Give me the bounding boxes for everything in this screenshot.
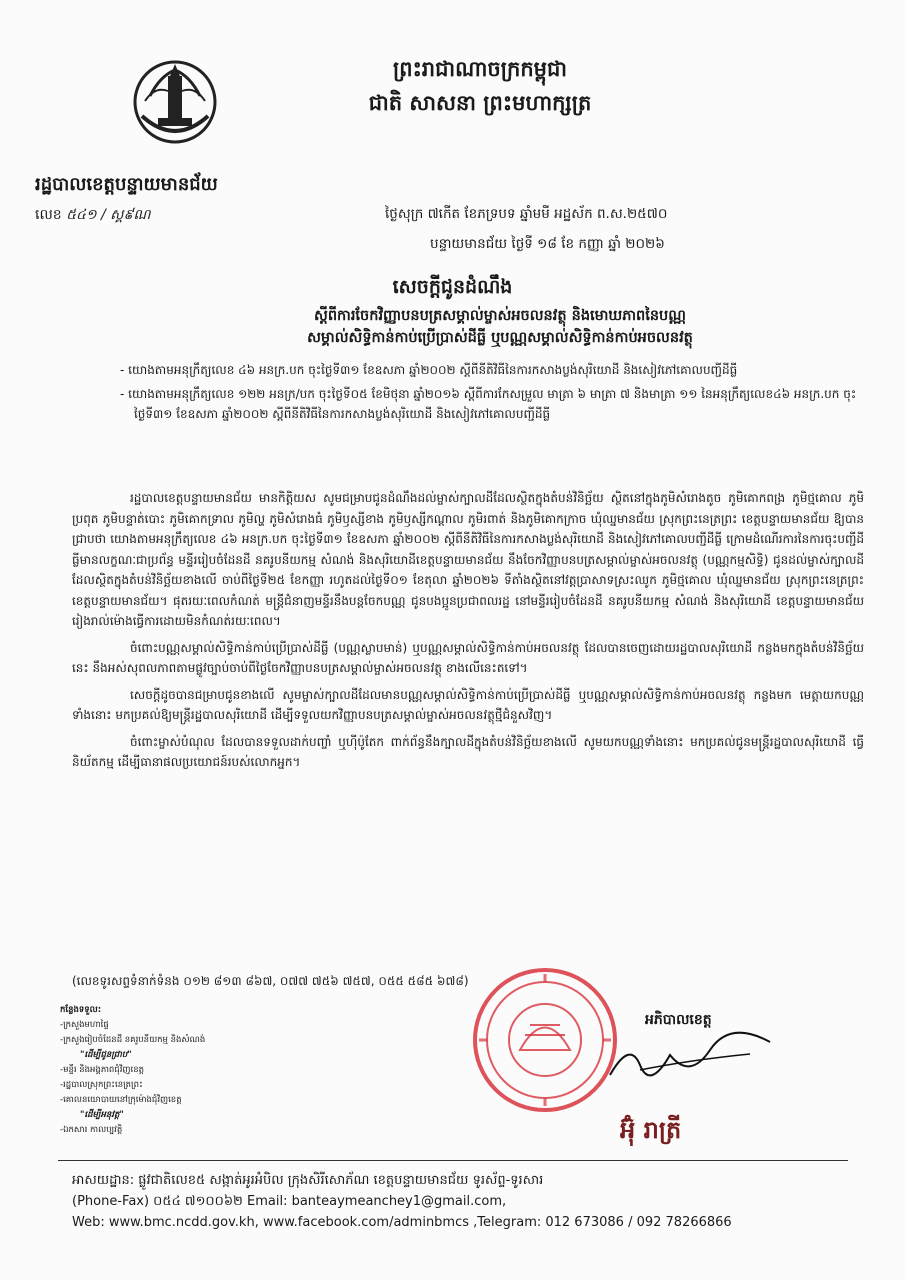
notice-subject	[140, 305, 860, 349]
signatory-title: អភិបាលខេត្ត	[645, 1012, 712, 1028]
cc-item: -គោលនយោបាយនៅក្រុម៉ោងជុំវិញខេត្ត	[60, 1095, 182, 1105]
footer-divider	[58, 1160, 848, 1161]
cc-purpose: "ដើម្បីអនុវត្ត"	[80, 1110, 124, 1120]
legal-references	[120, 360, 860, 428]
contact-phones: (លេខទូរសព្ទទំនាក់ទំនង ០១២ ៨១៣ ៨៦៧, ០៧៧ ៧៥៦ ៧៥៧, ០៥៥ ៥៨៥ ៦៧៨)	[72, 974, 469, 988]
cc-purpose: "ដើម្បីជូនជ្រាប"	[80, 1050, 132, 1060]
body-paragraph: ចំពោះបណ្ណសម្គាល់សិទ្ធិកាន់កាប់ប្រើប្រាស់ដីធ្លី (បណ្ណស្លាបមាន់) ឬបណ្ណសម្គាល់សិទ្ធិកាន់កាប់អចលនវត្ថុ ដែលបានចេញដោយរដ្ឋបាលសុរិយោដី កន្លងមកក្នុងតំបន់វិនិច្ឆ័យនេះ នឹងអស់សុពលភាពតាមផ្លូវច្បាប់ចាប់ពីថ្ងៃចែកវិញ្ញាបនបត្រសម្គាល់ម្ចាស់អចលនវត្ថុ ខាងលើនេះតទៅ។	[72, 640, 864, 675]
national-motto: ជាតិ សាសនា ព្រះមហាក្សត្រ	[368, 91, 592, 115]
ref-label: លេខ	[35, 207, 62, 223]
royal-emblem-icon	[130, 56, 220, 146]
cc-item: -ក្រសួងរៀបចំដែនដី នគរូបនីយកម្ម និងសំណង់	[60, 1035, 206, 1045]
cc-heading: កន្លែងទទួល:	[60, 1005, 102, 1015]
footer	[72, 1170, 852, 1233]
solar-date: បន្ទាយមានជ័យ ថ្ងៃទី ១៨ ខែ កញ្ញា ឆ្នាំ ២០២៦	[430, 236, 665, 252]
body-paragraph: សេចក្តីដូចបានជម្រាបជូនខាងលើ សូមម្ចាស់ក្បាលដីដែលមានបណ្ណសម្គាល់សិទ្ធិកាន់កាប់ប្រើប្រាស់ដីធ្លី ឬបណ្ណសម្គាល់សិទ្ធិកាន់កាប់អចលនវត្ថុ កន្លងមក មេត្តាយកបណ្ណទាំងនោះ មកប្រគល់ឱ្យមន្ត្រីរដ្ឋបាលសុរិយោដី ដើម្បីទទួលយកវិញ្ញាបនបត្រសម្គាល់ម្ចាស់អចលនវត្ថុថ្មីជំនួសវិញ។	[72, 687, 864, 722]
reference-item: - យោងតាមអនុក្រឹត្យលេខ ៤៦ អនក្រ.បក ចុះថ្ងៃទី៣១ ខែឧសភា ឆ្នាំ២០០២ ស្តីពីនីតិវិធីនៃការកសាងប្លង់សុរិយោដី និងសៀវភៅគោលបញ្ជីដីធ្លី	[120, 363, 738, 377]
cc-item: -រដ្ឋបាលស្រុកព្រះនេត្រព្រះ	[60, 1080, 143, 1090]
cc-item: -ក្រសួងមហាផ្ទៃ	[60, 1020, 109, 1030]
subject-line: ស្តីពីការចែកវិញ្ញាបនបត្រសម្គាល់ម្ចាស់អចលនវត្ថុ និងមោឃភាពនៃបណ្ណ	[314, 308, 686, 324]
footer-phone-email: (Phone-Fax) ០៥៤ ៧១០០៦២ Email: banteaymeanchey1@gmail.com,	[72, 1194, 507, 1209]
reference-number	[35, 205, 151, 226]
notice-title: សេចក្តីជូនដំណឹង	[392, 276, 513, 298]
cc-item: -មន្ទីរ និងអង្គភាពជុំវិញខេត្ត	[60, 1065, 145, 1075]
notice-body	[72, 488, 864, 779]
ref-value: ៥៤១ / ស្គ៩ណ	[66, 207, 151, 223]
kingdom-title: ព្រះរាជាណាចក្រកម្ពុជា	[392, 57, 567, 81]
footer-web: Web: www.bmc.ncdd.gov.kh, www.facebook.com/adminbmcs ,Telegram: 012 673086 / 092 78266866	[72, 1215, 732, 1230]
footer-address: អាសយដ្ឋាន: ផ្លូវជាតិលេខ៥ សង្កាត់អូរអំបិល ក្រុងសិរីសោភ័ណ ខេត្តបន្ទាយមានជ័យ ទូរស័ព្ទ-ទូរសារ	[72, 1173, 544, 1188]
signature-icon	[600, 1020, 780, 1090]
reference-item: - យោងតាមអនុក្រឹត្យលេខ ១២២ អនក្រ/បក ចុះថ្ងៃទី០៥ ខែមិថុនា ឆ្នាំ២០១៦ ស្តីពីការកែសម្រួល មាត្រា ៦ មាត្រា ៧ និងមាត្រា ១១ នៃអនុក្រឹត្យលេខ៤៦ អនក្រ.បក ចុះថ្ងៃទី៣១ ខែឧសភា ឆ្នាំ២០០២ ស្តីពីនីតិវិធីនៃការកសាងប្លង់សុរិយោដី និងសៀវភៅគោលបញ្ជីដីធ្លី	[120, 387, 857, 421]
kingdom-header	[330, 52, 630, 120]
body-paragraph: រដ្ឋបាលខេត្តបន្ទាយមានជ័យ មានកិត្តិយស សូមជម្រាបជូនដំណឹងដល់ម្ចាស់ក្បាលដីដែលស្ថិតក្នុងតំបន់វិនិច្ឆ័យ ស្ថិតនៅក្នុងភូមិសំរោងតូច ភូមិគោកពង្រ ភូមិថ្មគោល ភូមិប្រពុត ភូមិបន្ទាត់បោះ ភូមិគោកទ្រាល ភូមិល្ហ ភូមិសំរោងធំ ភូមិឫស្សីខាង ភូមិឫស្សីកណ្តាល ភូមិរពាត់ និងភូមិគោកក្រាច ឃុំឈ្នមានជ័យ ស្រុកព្រះនេត្រព្រះ ខេត្តបន្ទាយមានជ័យ ឱ្យបានជ្រាបថា យោងតាមអនុក្រឹត្យលេខ ៤៦ អនក្រ.បក ចុះថ្ងៃទី៣១ ខែឧសភា ឆ្នាំ២០០២ ស្តីពីនីតិវិធីនៃការកសាងប្លង់សុរិយោដី និងសៀវភៅគោលបញ្ជីដីធ្លី ក្រោមដំណើរការនៃការចុះបញ្ជីដីធ្លីមានលក្ខណៈជាប្រព័ន្ធ មន្ទីររៀបចំដែនដី នគរូបនីយកម្ម សំណង់ និងសុរិយោដីខេត្តបន្ទាយមានជ័យ នឹងចែកវិញ្ញាបនបត្រសម្គាល់ម្ចាស់អចលនវត្ថុ (បណ្ណកម្មសិទ្ធិ) ជូនដល់ម្ចាស់ក្បាលដី ដែលស្ថិតក្នុងតំបន់វិនិច្ឆ័យខាងលើ ចាប់ពីថ្ងៃទី២៥ ខែកញ្ញា រហូតដល់ថ្ងៃទី០១ ខែតុលា ឆ្នាំ២០២៦ ទីតាំងស្ថិតនៅវត្តប្រាសាទស្រះឈូក ភូមិថ្មគោល ឃុំឈ្នមានជ័យ ស្រុកព្រះនេត្រព្រះ ខេត្តបន្ទាយមានជ័យ។ ផុតរយៈពេលកំណត់ មន្ត្រីជំនាញមន្ទីរនឹងបន្តចែកបណ្ណ ជូនបងប្អូនប្រជាពលរដ្ឋ នៅមន្ទីររៀបចំដែនដី នគរូបនីយកម្ម សំណង់ និងសុរិយោដី ខេត្តបន្ទាយមានជ័យ រៀងរាល់ម៉ោងធ្វើការដោយមិនកំណត់រយៈពេល។	[72, 491, 864, 628]
distribution-list	[60, 1003, 300, 1138]
signatory-name: អ៊ុំ រាត្រី	[620, 1116, 682, 1144]
body-paragraph: ចំពោះម្ចាស់បំណុល ដែលបានទទួលដាក់បញ្ចាំ ឬហ៊ីប៉ូតែក ពាក់ព័ន្ធនឹងក្បាលដីក្នុងតំបន់វិនិច្ឆ័យខាងលើ សូមយកបណ្ណទាំងនោះ មកប្រគល់ជូនមន្ត្រីរដ្ឋបាលសុរិយោដី ធ្វើនិយ័តកម្ម ដើម្បីធានាផលប្រយោជន៍របស់លោកអ្នក។	[72, 734, 864, 769]
subject-line: សម្គាល់សិទ្ធិកាន់កាប់ប្រើប្រាស់ដីធ្លី ឬបណ្ណសម្គាល់សិទ្ធិកាន់កាប់អចលនវត្ថុ	[307, 330, 693, 346]
lunar-date: ថ្ងៃសុក្រ ៧កើត ខែភទ្របទ ឆ្នាំមមី អដ្ឋស័ក ព.ស.២៥៧០	[385, 206, 668, 222]
cc-item: -ឯកសារ កាលប្បវត្តិ	[60, 1125, 123, 1135]
official-seal-icon	[470, 965, 620, 1115]
organization-name: រដ្ឋបាលខេត្តបន្ទាយមានជ័យ	[35, 174, 218, 195]
